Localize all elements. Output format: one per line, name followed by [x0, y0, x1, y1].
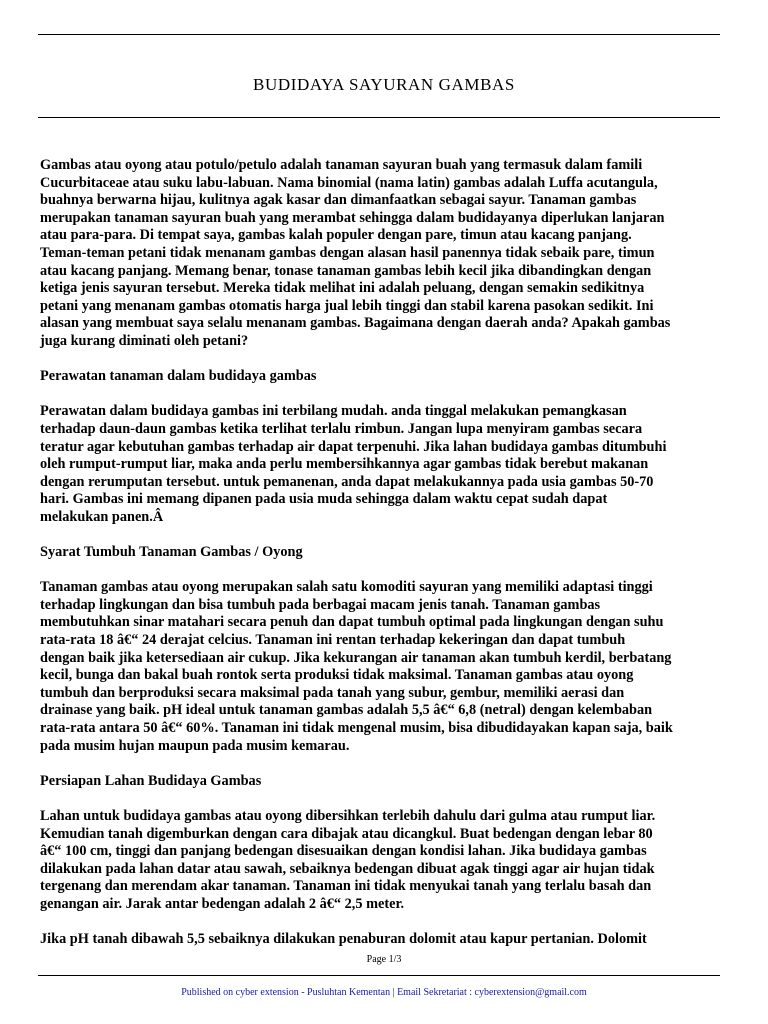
- document-title: BUDIDAYA SAYURAN GAMBAS: [253, 75, 515, 94]
- title-bottom-rule: [38, 117, 720, 118]
- text-line: Tanaman gambas atau oyong merupakan salah satu komoditi sayuran yang memiliki adaptasi tinggi: [40, 579, 653, 596]
- text-line: dengan baik jika ketersediaan air cukup. Jika kekurangan air tanaman akan tumbuh kerdil, berbatang: [40, 649, 672, 666]
- body-paragraph: [40, 157, 730, 351]
- text-line: juga kurang diminati oleh petani?: [40, 332, 249, 349]
- text-line: Cucurbitaceae atau suku labu-labuan. Nama binomial (nama latin) gambas adalah Luffa acutangula,: [40, 174, 658, 191]
- text-line: rata-rata 18 â€“ 24 derajat celcius. Tanaman ini rentan terhadap kekeringan dan dapat tumbuh: [40, 632, 626, 649]
- text-line: Syarat Tumbuh Tanaman Gambas / Oyong: [40, 544, 303, 561]
- text-line: melakukan panen.Â: [40, 508, 164, 525]
- text-line: pada musim hujan maupun pada musim kemarau.: [40, 737, 350, 754]
- text-line: genangan air. Jarak antar bedengan adalah 2 â€“ 2,5 meter.: [40, 895, 405, 912]
- document-body: [40, 157, 730, 966]
- text-line: Perawatan tanaman dalam budidaya gambas: [40, 368, 317, 385]
- text-line: petani yang menanam gambas otomatis harga jual lebih tinggi dan stabil karena pasokan sedikit. Ini: [40, 297, 654, 314]
- text-line: kecil, bunga dan bakal buah rontok serta produksi tidak maksimal. Tanaman gambas atau oyong: [40, 667, 634, 684]
- section-heading: [40, 544, 730, 562]
- text-line: Gambas atau oyong atau potulo/petulo adalah tanaman sayuran buah yang termasuk dalam famili: [40, 157, 643, 173]
- text-line: terhadap daun-daun gambas ketika terlihat terlalu rimbun. Jangan lupa menyiram gambas secara: [40, 420, 643, 437]
- text-line: Lahan untuk budidaya gambas atau oyong dibersihkan terlebih dahulu dari gulma atau rumput liar.: [40, 807, 656, 824]
- body-paragraph: [40, 579, 730, 755]
- text-line: Kemudian tanah digemburkan dengan cara dibajak atau dicangkul. Buat bedengan dengan lebar 80: [40, 825, 653, 842]
- text-line: terhadap lingkungan dan bisa tumbuh pada berbagai macam jenis tanah. Tanaman gambas: [40, 596, 601, 613]
- text-line: merupakan tanaman sayuran buah yang merambat sehingga dalam budidayanya diperlukan lanjaran: [40, 209, 665, 226]
- text-line: rata-rata antara 50 â€“ 60%. Tanaman ini tidak mengenal musim, bisa dibudidayakan kapan saja, baik: [40, 720, 673, 736]
- text-line: drainase yang baik. pH ideal untuk tanaman gambas adalah 5,5 â€“ 6,8 (netral) dengan kelembaban: [40, 702, 653, 719]
- footer-text: Published on cyber extension - Pusluhtan Kementan | Email Sekretariat : cyberextension@gmail.com: [181, 987, 587, 998]
- text-line: teratur agar kebutuhan gambas terhadap air dapat terpenuhi. Jika lahan budidaya gambas ditumbuhi: [40, 438, 667, 455]
- text-line: buahnya berwarna hijau, kulitnya agak kasar dan dimanfaatkan sebagai sayur. Tanaman gambas: [40, 192, 637, 209]
- page-number: Page 1/3: [366, 954, 402, 965]
- section-heading: [40, 368, 730, 386]
- text-line: Teman-teman petani tidak menanam gambas dengan alasan hasil panennya tidak sebaik pare, timun: [40, 244, 655, 261]
- text-line: Perawatan dalam budidaya gambas ini terbilang mudah. anda tinggal melakukan pemangkasan: [40, 403, 627, 420]
- text-line: oleh rumput-rumput liar, maka anda perlu membersihkannya agar gambas tidak berebut makanan: [40, 456, 649, 473]
- text-line: ketiga jenis sayuran tersebut. Mereka tidak melihat ini adalah peluang, dengan semakin sedikitnya: [40, 280, 645, 297]
- body-paragraph: [40, 403, 730, 526]
- text-line: Jika pH tanah dibawah 5,5 sebaiknya dilakukan penaburan dolomit atau kapur pertanian. Dolomit: [40, 931, 647, 948]
- text-line: atau para-para. Di tempat saya, gambas kalah populer dengan pare, timun atau kacang panjang.: [40, 227, 632, 244]
- text-line: â€“ 100 cm, tinggi dan panjang bedengan disesuaikan dengan kondisi lahan. Jika budidaya gambas: [40, 843, 647, 860]
- text-line: Persiapan Lahan Budidaya Gambas: [40, 772, 262, 789]
- body-paragraph: [40, 931, 730, 949]
- footer-rule: [38, 975, 720, 976]
- top-rule: [38, 34, 720, 35]
- text-line: dengan rerumputan tersebut. untuk pemanenan, anda dapat melakukannya pada usia gambas 50-70: [40, 473, 654, 490]
- text-line: dilakukan pada lahan datar atau sawah, sebaiknya bedengan dibuat agak tinggi agar air hujan tidak: [40, 860, 655, 877]
- text-line: alasan yang membuat saya selalu menanam gambas. Bagaimana dengan daerah anda? Apakah gambas: [40, 315, 671, 332]
- text-line: atau kacang panjang. Memang benar, tonase tanaman gambas lebih kecil jika dibandingkan dengan: [40, 262, 652, 279]
- body-paragraph: [40, 808, 730, 914]
- text-line: tergenang dan merendam akar tanaman. Tanaman ini tidak menyukai tanah yang terlalu basah dan: [40, 878, 652, 895]
- text-line: tumbuh dan berproduksi secara maksimal pada tanah yang subur, gembur, memiliki aerasi dan: [40, 684, 625, 701]
- text-line: hari. Gambas ini memang dipanen pada usia muda sehingga dalam waktu cepat sudah dapat: [40, 491, 608, 508]
- text-line: membutuhkan sinar matahari secara penuh dan dapat tumbuh optimal pada lingkungan dengan suhu: [40, 614, 664, 631]
- section-heading: [40, 773, 730, 791]
